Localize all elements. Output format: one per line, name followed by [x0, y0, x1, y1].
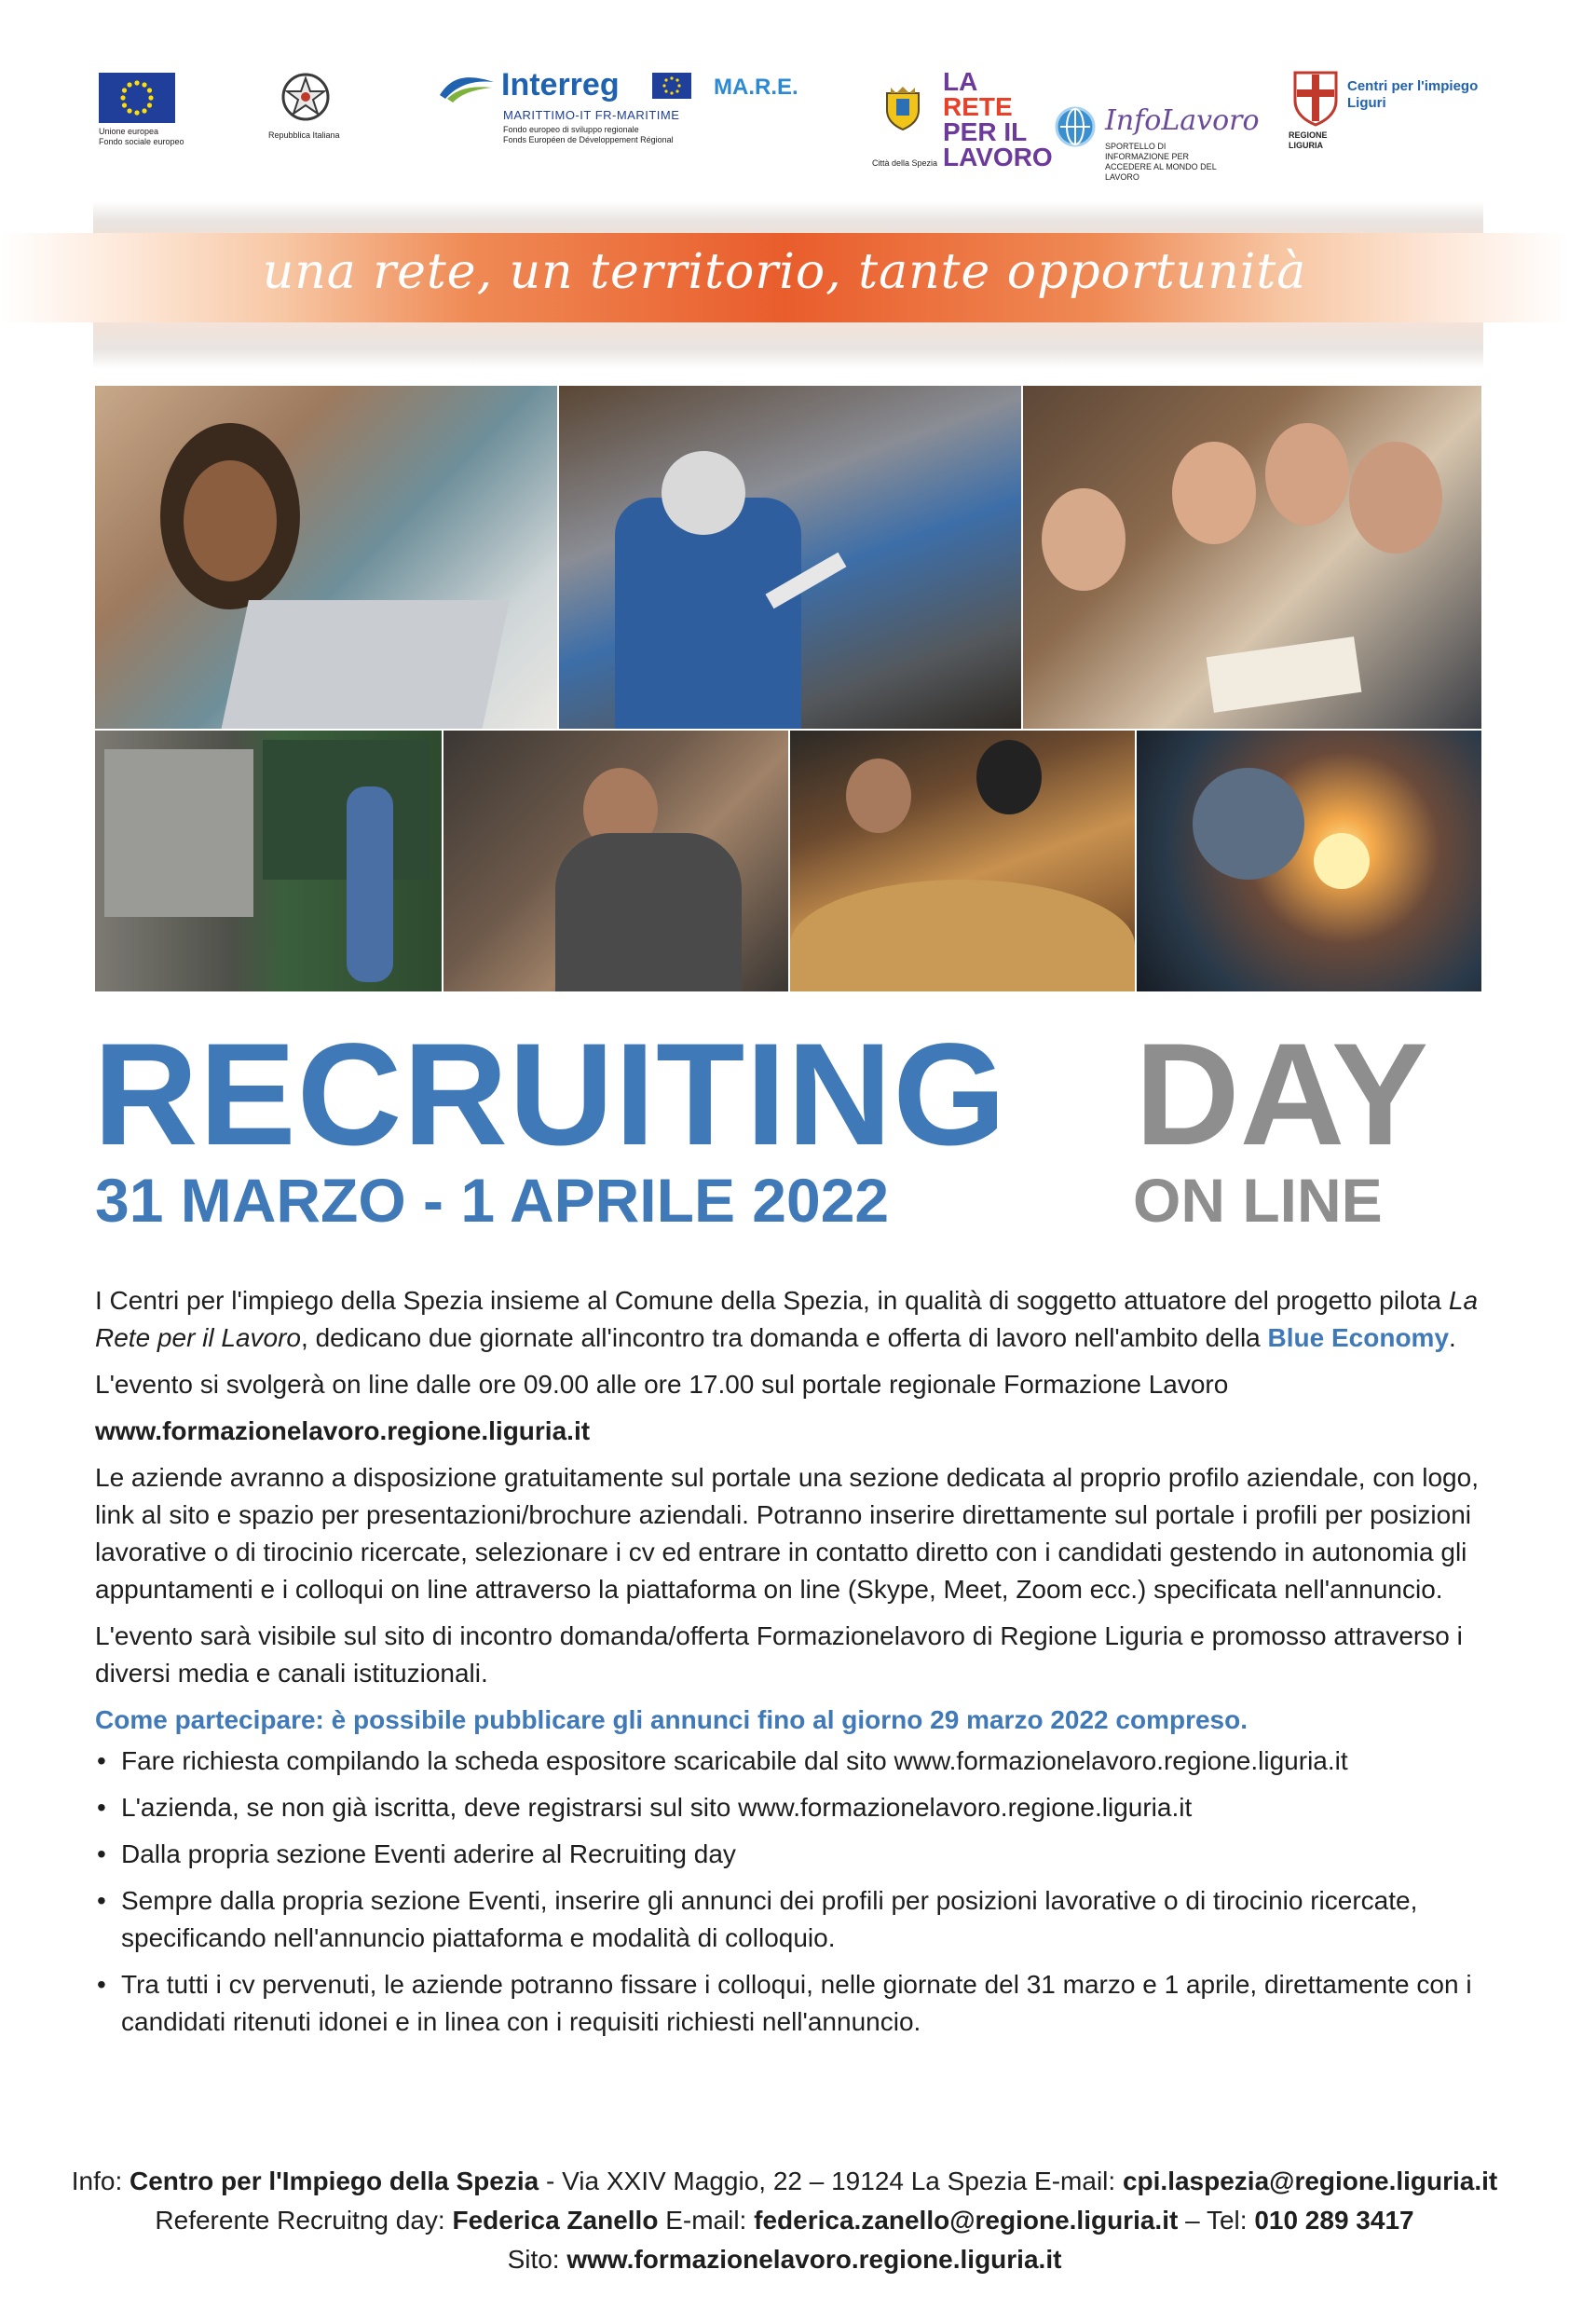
intro-text-a: I Centri per l'impiego della Spezia insieme al Comune della Spezia, in qualità di soggetto attuatore del progetto pilota	[95, 1286, 1449, 1315]
portal-url[interactable]: www.formazionelavoro.regione.liguria.it	[95, 1416, 591, 1445]
site-label: Sito:	[507, 2245, 567, 2274]
referent-name: Federica Zanello	[452, 2206, 659, 2235]
eu-caption	[99, 127, 229, 147]
list-item: • L'azienda, se non già iscritta, deve registrarsi sul sito www.formazionelavoro.regione.liguria.it	[95, 1789, 1483, 1826]
interreg-wordmark: Interreg	[501, 67, 620, 103]
spezia-caption: Città della Spezia	[872, 158, 938, 168]
intro-text-b: , dedicano due giornate all'incontro tra domanda e offerta di lavoro nell'ambito della	[301, 1323, 1268, 1352]
eu-flag-icon	[99, 73, 175, 123]
interreg-fund-line2: Fonds Européen de Développement Régional	[503, 135, 674, 144]
info-label: Info:	[71, 2167, 130, 2195]
infolavoro-globe-icon	[1055, 106, 1096, 147]
partner-logos	[0, 65, 1569, 182]
visibility-paragraph: L'evento sarà visibile sul sito di incontro domanda/offerta Formazionelavoro di Regione Liguria e promosso attraverso i diversi media e canali istituzionali.	[95, 1621, 1463, 1688]
site-url-link[interactable]: www.formazionelavoro.regione.liguria.it	[566, 2245, 1062, 2274]
list-item: • Sempre dalla propria sezione Eventi, inserire gli annunci dei profili per posizioni lavorative o di tirocinio ricercate, specificando nell'annuncio piattaforma e modalità di colloquio.	[95, 1882, 1483, 1957]
infolavoro-caption: SPORTELLO DI INFORMAZIONE PER ACCEDERE AL MONDO DEL LAVORO	[1105, 142, 1217, 182]
mare-logo: MA.R.E.	[714, 75, 798, 100]
list-item: • Tra tutti i cv pervenuti, le aziende potranno fissare i colloqui, nelle giornate del 31 marzo e 1 aprile, direttamente con i candidati ritenuti idonei e in linea con i requisiti richiesti nell'annuncio.	[95, 1966, 1483, 2041]
photo-spray-painter	[559, 386, 1021, 729]
event-description	[95, 1282, 1483, 2050]
footer-site-line	[0, 2240, 1569, 2279]
participation-steps	[95, 1743, 1483, 2041]
footer-referent-line	[0, 2201, 1569, 2240]
rete-line2: RETE	[943, 92, 1013, 121]
republic-caption: Repubblica Italiana	[268, 130, 340, 140]
blue-economy-highlight: Blue Economy	[1267, 1323, 1450, 1352]
referent-label: Referente Recruitng day:	[155, 2206, 453, 2235]
intro-text-c: .	[1449, 1323, 1456, 1352]
info-email-link[interactable]: cpi.laspezia@regione.liguria.it	[1122, 2167, 1498, 2195]
list-item: • Dalla propria sezione Eventi aderire al Recruiting day	[95, 1836, 1483, 1873]
project-name: La Rete per il Lavoro	[95, 1286, 1479, 1352]
photo-boat-builders	[790, 731, 1135, 991]
intro-paragraph	[95, 1282, 1483, 1357]
photo-woman-laptop	[95, 386, 557, 729]
rete-line1: LA	[943, 67, 978, 96]
schedule-paragraph: L'evento si svolgerà on line dalle ore 09.00 alle ore 17.00 sul portale regionale Formazione Lavoro	[95, 1370, 1229, 1399]
infolavoro-wordmark: InfoLavoro	[1105, 104, 1260, 137]
contact-footer	[0, 2162, 1569, 2279]
headline-online: ON LINE	[1133, 1166, 1383, 1235]
headline-recruiting: RECRUITING	[93, 1014, 1007, 1176]
interreg-eu-flag-icon	[652, 73, 691, 99]
liguria-shield-icon	[1291, 69, 1340, 127]
interreg-program: MARITTIMO-IT FR-MARITIME	[503, 108, 680, 122]
companies-paragraph: Le aziende avranno a disposizione gratuitamente sul portale una sezione dedicata al proprio profilo aziendale, con logo, link al sito e spazio per presentazioni/brochure aziendali. Potranno inserire direttamente sul portale i profili per posizioni lavorative o di tirocinio ricercate, selezionare i cv ed entrare in contatto diretto con i candidati gestendo in autonomia gli appuntamenti e i colloqui on line attraverso la piattaforma on line (Skype, Meet, Zoom ecc.) specificata nell'annuncio.	[95, 1463, 1479, 1604]
referent-email-label: E-mail:	[658, 2206, 755, 2235]
spezia-crest-icon	[881, 86, 924, 130]
photo-workshop-blackboard	[95, 731, 442, 991]
interreg-fund-line1: Fondo europeo di sviluppo regionale	[503, 125, 639, 134]
photo-welder	[1137, 731, 1481, 991]
interreg-fund-caption	[503, 125, 727, 145]
italian-republic-emblem-icon	[280, 71, 332, 123]
referent-email-link[interactable]: federica.zanello@regione.liguria.it	[754, 2206, 1179, 2235]
info-office-name: Centro per l'Impiego della Spezia	[130, 2167, 539, 2195]
referent-tel-label: – Tel:	[1178, 2206, 1255, 2235]
cpi-liguri-title: Centri per l'impiego Liguri	[1347, 78, 1479, 111]
headline-dates: 31 MARZO - 1 APRILE 2022	[95, 1166, 890, 1235]
rete-line4: LAVORO	[943, 143, 1053, 171]
headline-day: DAY	[1135, 1014, 1429, 1176]
rete-per-il-lavoro-logo	[943, 69, 1053, 170]
interreg-swoosh-icon	[438, 71, 496, 103]
rete-line3: PER IL	[943, 117, 1028, 146]
liguria-caption: REGIONE LIGURIA	[1289, 130, 1328, 150]
photo-students-books	[1023, 386, 1481, 729]
list-item: • Fare richiesta compilando la scheda espositore scaricabile dal sito www.formazionelavoro.regione.liguria.it	[95, 1743, 1483, 1780]
tagline: una rete, un territorio, tante opportunità	[262, 244, 1307, 300]
referent-phone[interactable]: 010 289 3417	[1254, 2206, 1414, 2235]
photo-collage	[95, 386, 1481, 991]
footer-info-line	[0, 2162, 1569, 2201]
eu-caption-line2: Fondo sociale europeo	[99, 137, 184, 146]
eu-caption-line1: Unione europea	[99, 127, 159, 136]
how-to-participate-heading: Come partecipare: è possibile pubblicare gli annunci fino al giorno 29 marzo 2022 compreso.	[95, 1705, 1248, 1734]
photo-young-worker	[443, 731, 788, 991]
info-address: - Via XXIV Maggio, 22 – 19124 La Spezia E-mail:	[539, 2167, 1123, 2195]
